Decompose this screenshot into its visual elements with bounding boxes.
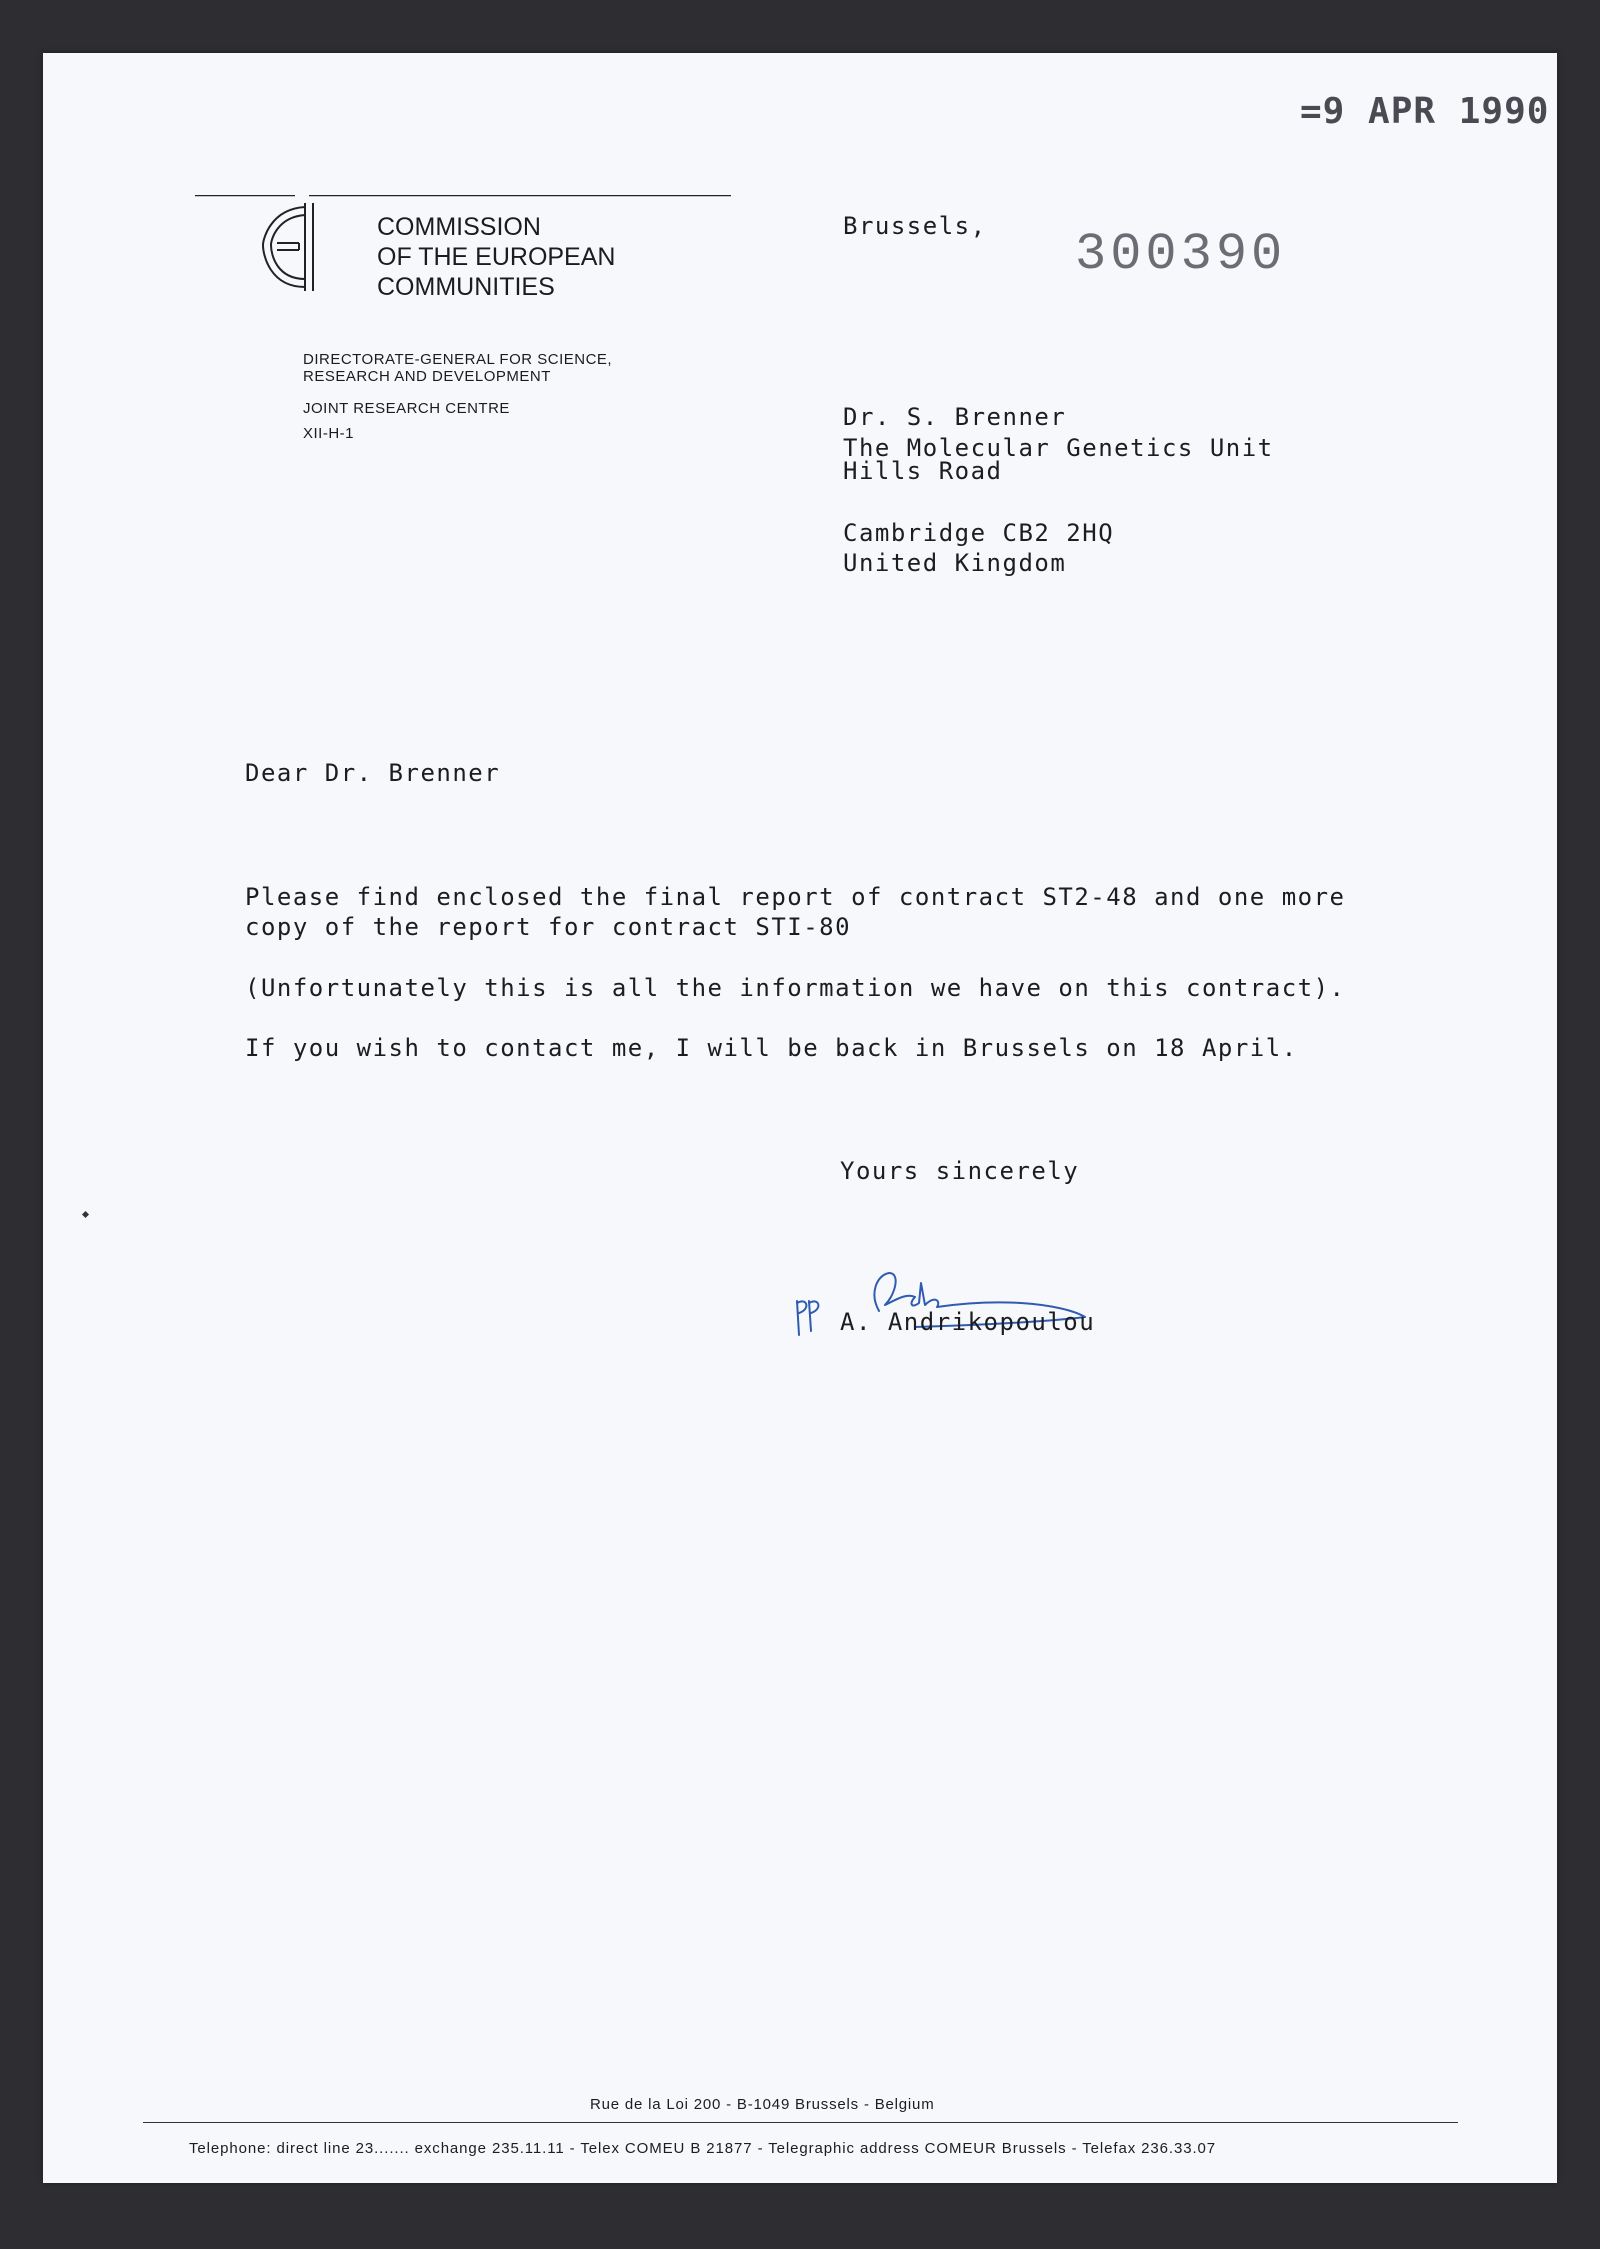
recipient-line4: United Kingdom	[843, 549, 1067, 577]
letter-page	[43, 53, 1557, 2183]
salutation: Dear Dr. Brenner	[245, 759, 501, 787]
dg-line2: RESEARCH AND DEVELOPMENT	[303, 368, 551, 385]
org-name-line1: COMMISSION	[377, 213, 541, 241]
footer-address: Rue de la Loi 200 - B-1049 Brussels - Belgium	[590, 2096, 935, 2113]
paragraph-2: (Unfortunately this is all the information we have on this contract).	[245, 974, 1346, 1002]
margin-mark	[82, 1211, 89, 1218]
valediction: Yours sincerely	[840, 1157, 1080, 1185]
paragraph-1-line1: Please find enclosed the final report of contract ST2-48 and one more	[245, 883, 1346, 911]
recipient-line1: The Molecular Genetics Unit	[843, 434, 1274, 462]
department-ref: XII-H-1	[303, 425, 355, 442]
reference-number-stamp: 300390	[1075, 225, 1287, 284]
recipient-line2: Hills Road	[843, 457, 1003, 485]
recipient-line3: Cambridge CB2 2HQ	[843, 519, 1115, 547]
footer-rule	[143, 2122, 1458, 2123]
research-centre: JOINT RESEARCH CENTRE	[303, 400, 510, 417]
org-name-line3: COMMUNITIES	[377, 273, 555, 301]
org-name-line2: OF THE EUROPEAN	[377, 243, 616, 271]
received-date-stamp: =9 APR 1990	[1300, 91, 1550, 132]
footer-contact: Telephone: direct line 23....... exchange 235.11.11 - Telex COMEU B 21877 - Telegraphic address COMEUR Brussels - Telefax 236.33.07	[189, 2140, 1217, 2157]
signer-name: A. Andrikopoulou	[840, 1308, 1096, 1336]
handwritten-signature	[785, 1213, 1125, 1363]
dg-line1: DIRECTORATE-GENERAL FOR SCIENCE,	[303, 351, 613, 368]
paragraph-3: If you wish to contact me, I will be back in Brussels on 18 April.	[245, 1034, 1298, 1062]
paragraph-1-line2: copy of the report for contract STI-80	[245, 913, 852, 941]
place-label: Brussels,	[843, 212, 987, 240]
recipient-name: Dr. S. Brenner	[843, 403, 1067, 431]
